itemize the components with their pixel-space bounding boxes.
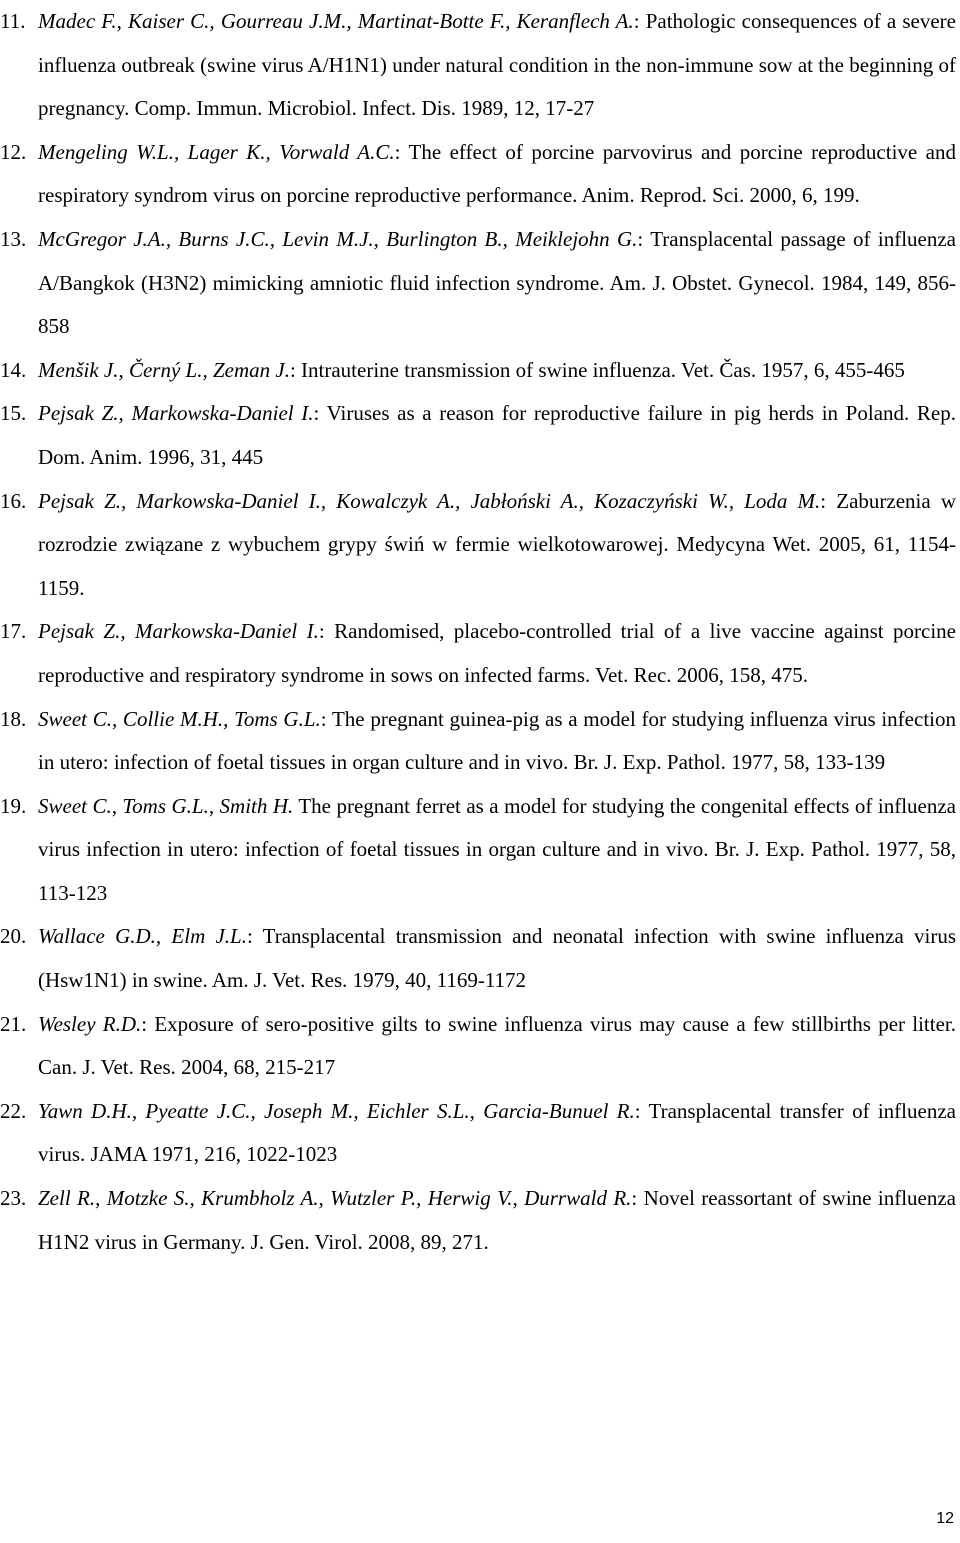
- reference-text: : Transplacental transmission and neonatal infection with swine influenza virus (Hsw1N1) in swine. Am. J. Vet. Res. 1979, 40, 1169-1172: [38, 924, 956, 993]
- reference-item-21: [0, 1003, 960, 1090]
- reference-authors: Sweet C., Collie M.H., Toms G.L.: [38, 706, 321, 731]
- reference-text: : The effect of porcine parvovirus and porcine reproductive and respiratory syndrom virus on porcine reproductive performance. Anim. Reprod. Sci. 2000, 6, 199.: [38, 139, 956, 208]
- reference-authors: Wesley R.D.: [38, 1011, 142, 1036]
- reference-number: 18.: [0, 706, 27, 731]
- reference-authors: Menšik J., Černý L., Zeman J.: [38, 357, 290, 382]
- reference-item-22: [0, 1090, 960, 1177]
- reference-number: 13.: [0, 226, 27, 251]
- reference-authors: Pejsak Z., Markowska-Daniel I., Kowalczyk A., Jabłoński A., Kozaczyński W., Loda M.: [38, 488, 821, 513]
- reference-number: 19.: [0, 793, 27, 818]
- reference-authors: Zell R., Motzke S., Krumbholz A., Wutzler P., Herwig V., Durrwald R.: [38, 1186, 632, 1211]
- reference-number: 15.: [0, 401, 27, 426]
- reference-authors: Yawn D.H., Pyeatte J.C., Joseph M., Eichler S.L., Garcia-Bunuel R.: [38, 1098, 635, 1123]
- reference-number: 22.: [0, 1098, 27, 1123]
- reference-item-11: [0, 0, 960, 131]
- reference-authors: Pejsak Z., Markowska-Daniel I.: [38, 401, 314, 426]
- reference-authors: McGregor J.A., Burns J.C., Levin M.J., Burlington B., Meiklejohn G.: [38, 226, 638, 251]
- reference-item-17: [0, 610, 960, 697]
- reference-item-20: [0, 915, 960, 1002]
- page-number: 12: [936, 1510, 954, 1527]
- reference-number: 20.: [0, 924, 27, 949]
- reference-item-14: [0, 349, 960, 393]
- reference-number: 23.: [0, 1186, 27, 1211]
- reference-number: 17.: [0, 619, 27, 644]
- reference-text: : Pathologic consequences of a severe influenza outbreak (swine virus A/H1N1) under natural condition in the non-immune sow at the beginning of pregnancy. Comp. Immun. Microbiol. Infect. Dis. 1989, 12, 17-27: [38, 9, 956, 121]
- reference-number: 21.: [0, 1011, 27, 1036]
- reference-text: : Exposure of sero-positive gilts to swine influenza virus may cause a few stillbirths per litter. Can. J. Vet. Res. 2004, 68, 215-217: [38, 1011, 956, 1080]
- reference-authors: Madec F., Kaiser C., Gourreau J.M., Martinat-Botte F., Keranflech A.: [38, 9, 634, 33]
- reference-text: : Zaburzenia w rozrodzie związane z wybuchem grypy świń w fermie wielkotowarowej. Medycyna Wet. 2005, 61, 1154-1159.: [38, 488, 956, 600]
- reference-text: : Transplacental passage of influenza A/Bangkok (H3N2) mimicking amniotic fluid infection syndrome. Am. J. Obstet. Gynecol. 1984, 149, 856-858: [38, 226, 956, 339]
- reference-authors: Wallace G.D., Elm J.L.: [38, 924, 247, 949]
- reference-item-18: [0, 698, 960, 785]
- reference-text: : Transplacental transfer of influenza virus. JAMA 1971, 216, 1022-1023: [38, 1098, 956, 1167]
- reference-number: 12.: [0, 139, 27, 164]
- reference-authors: Sweet C., Toms G.L., Smith H.: [38, 793, 294, 818]
- reference-number: 11.: [0, 9, 26, 33]
- reference-text: : Randomised, placebo-controlled trial of a live vaccine against porcine reproductive and respiratory syndrome in sows on infected farms. Vet. Rec. 2006, 158, 475.: [38, 619, 956, 687]
- reference-authors: Mengeling W.L., Lager K., Vorwald A.C.: [38, 139, 395, 164]
- reference-text: : Novel reassortant of swine influenza H1N2 virus in Germany. J. Gen. Virol. 2008, 89, 271.: [38, 1186, 957, 1254]
- reference-authors: Pejsak Z., Markowska-Daniel I.: [38, 619, 319, 644]
- reference-text: : The pregnant guinea-pig as a model for studying influenza virus infection in utero: infection of foetal tissues in organ culture and in vivo. Br. J. Exp. Pathol. 1977, 58, 133-139: [38, 706, 956, 775]
- reference-item-13: [0, 218, 960, 349]
- reference-item-12: [0, 131, 960, 218]
- reference-number: 14.: [0, 357, 27, 382]
- reference-item-23: [0, 1177, 960, 1264]
- reference-item-16: [0, 480, 960, 611]
- reference-text: : Intrauterine transmission of swine influenza. Vet. Čas. 1957, 6, 455-465: [289, 357, 905, 382]
- reference-item-15: [0, 392, 960, 479]
- reference-number: 16.: [0, 488, 27, 513]
- reference-text: The pregnant ferret as a model for studying the congenital effects of influenza virus infection in utero: infection of foetal tissues in organ culture and in vivo. Br. J. Exp. Pathol. 1977, 58, 113-123: [38, 793, 956, 905]
- reference-item-19: [0, 785, 960, 916]
- reference-text: : Viruses as a reason for reproductive failure in pig herds in Poland. Rep. Dom. Anim. 1996, 31, 445: [38, 401, 956, 469]
